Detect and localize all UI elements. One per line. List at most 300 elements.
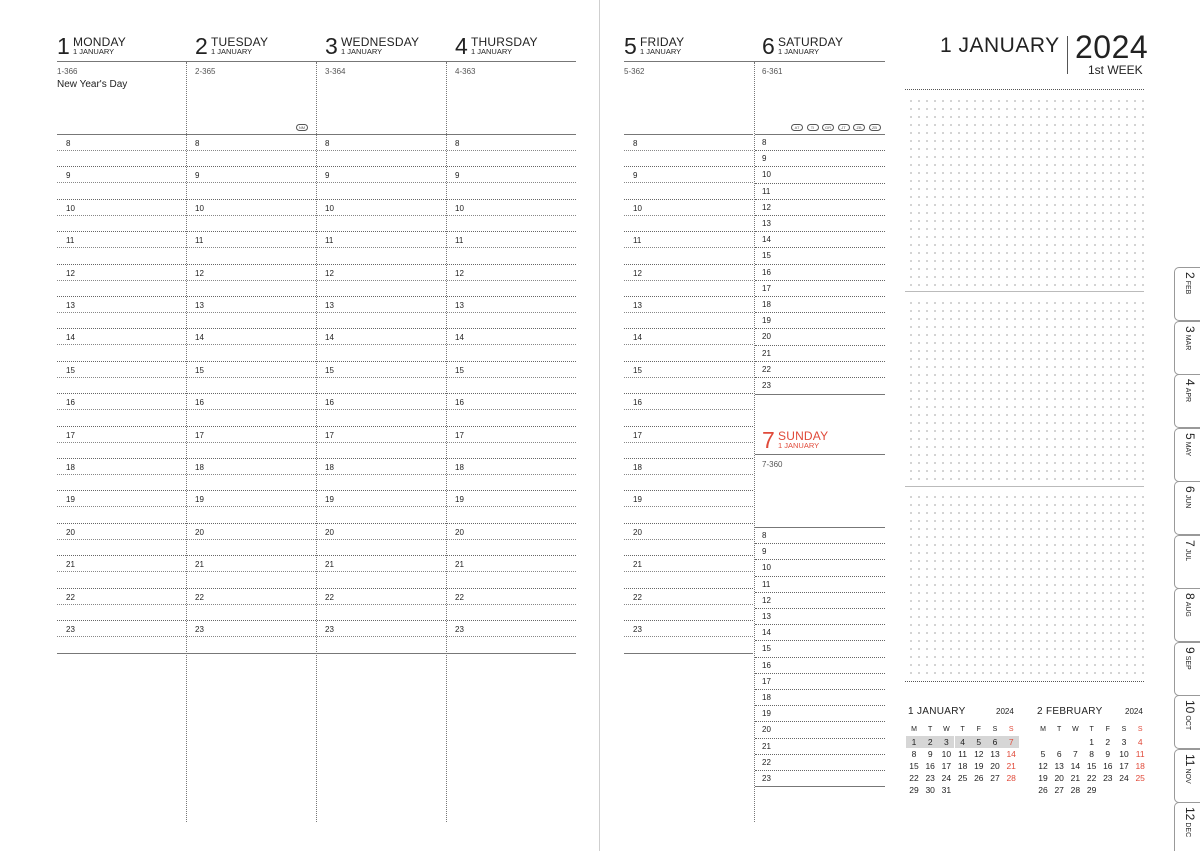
half-hour-line <box>624 312 753 313</box>
weekday-header: M <box>911 726 917 733</box>
hour-line <box>755 361 885 362</box>
hour-line <box>755 592 885 593</box>
hour-label: 13 <box>633 301 642 310</box>
hour-label: 22 <box>633 592 642 602</box>
calendar-day[interactable]: 19 <box>1038 773 1048 783</box>
calendar-day[interactable]: 12 <box>1038 761 1048 771</box>
calendar-day[interactable]: 13 <box>990 749 1000 759</box>
weekday-header: F <box>976 726 981 733</box>
hour-label: 10 <box>455 203 464 213</box>
hour-label: 18 <box>325 463 334 472</box>
hour-line <box>755 312 885 313</box>
hour-label: 8 <box>762 531 767 540</box>
calendar-day[interactable]: 26 <box>974 773 984 783</box>
calendar-day[interactable]: 18 <box>957 761 968 771</box>
hour-label: 23 <box>195 625 204 634</box>
tab-month-abbr: AUG <box>1184 601 1191 617</box>
half-hour-line <box>624 344 753 345</box>
hour-label: 10 <box>66 203 75 213</box>
weekday-header: T <box>960 726 965 733</box>
hour-line <box>57 426 576 427</box>
hour-line <box>624 393 753 394</box>
hour-label: 13 <box>66 301 75 310</box>
hour-label: 18 <box>66 463 75 472</box>
month-tab-label <box>1181 486 1197 532</box>
calendar-day[interactable]: 11 <box>1135 749 1145 759</box>
hour-label: 21 <box>455 560 464 570</box>
hour-line <box>755 328 885 329</box>
half-hour-line <box>624 539 753 540</box>
calendar-day[interactable]: 23 <box>925 773 935 783</box>
half-hour-line <box>57 506 576 507</box>
calendar-day[interactable]: 12 <box>974 749 984 759</box>
hour-line <box>57 458 576 459</box>
day-number: 5 <box>624 33 637 59</box>
calendar-day[interactable]: 18 <box>1135 761 1145 771</box>
month-tab-label <box>1181 754 1197 800</box>
hour-line <box>755 754 885 755</box>
hour-label: 17 <box>66 430 75 440</box>
hour-label: 17 <box>762 676 771 686</box>
moon-phase-icon: ZB <box>853 124 865 131</box>
half-hour-line <box>57 604 576 605</box>
hour-line <box>624 426 753 427</box>
month-label: 1 JANUARY <box>778 47 820 56</box>
hour-line <box>57 296 576 297</box>
hour-label: 20 <box>195 527 204 537</box>
hour-line <box>755 576 885 577</box>
calendar-day[interactable]: 2 <box>1105 737 1111 747</box>
day-count: 1-366 <box>57 67 78 76</box>
calendar-day[interactable]: 5 <box>971 736 987 748</box>
hour-label: 22 <box>762 364 771 374</box>
tab-month-abbr: APR <box>1184 387 1191 403</box>
hour-label: 13 <box>762 612 771 621</box>
day-header-thursday <box>455 34 575 64</box>
hour-label: 13 <box>195 301 204 310</box>
half-hour-line <box>624 636 753 637</box>
month-label: 1 JANUARY <box>640 47 682 56</box>
hour-label: 22 <box>325 592 334 602</box>
hour-label: 20 <box>455 527 464 537</box>
half-hour-line <box>57 280 576 281</box>
moon-phase-icon: JT <box>838 124 850 131</box>
hour-label: 11 <box>66 236 75 246</box>
hour-label: 8 <box>762 138 767 147</box>
day-header-saturday <box>762 34 882 64</box>
hour-label: 18 <box>195 463 204 472</box>
calendar-day[interactable]: 30 <box>925 785 935 795</box>
hour-label: 12 <box>195 268 204 278</box>
calendar-day[interactable]: 21 <box>1006 761 1016 771</box>
tab-month-number: 8 <box>1183 593 1197 600</box>
half-hour-line <box>57 312 576 313</box>
hour-label: 8 <box>66 139 71 148</box>
hour-label: 23 <box>325 625 334 634</box>
hour-line <box>624 555 753 556</box>
hour-label: 18 <box>762 300 771 309</box>
hour-label: 9 <box>195 171 200 181</box>
tab-month-number: 7 <box>1183 539 1197 547</box>
hour-line <box>755 150 885 151</box>
page-header-year: 2024 <box>1075 29 1149 65</box>
hour-line <box>57 231 576 232</box>
day-number: 7 <box>762 427 775 453</box>
calendar-day[interactable]: 4 <box>1137 737 1143 747</box>
calendar-day[interactable]: 24 <box>941 773 952 783</box>
sunday-end-rule <box>755 786 885 787</box>
hour-label: 10 <box>762 170 771 180</box>
calendar-day[interactable]: 4 <box>955 736 971 748</box>
saturday-end-rule <box>755 394 885 395</box>
notes-divider <box>905 291 1144 292</box>
calendar-day[interactable]: 7 <box>1073 749 1078 759</box>
hour-label: 13 <box>455 301 464 310</box>
hour-label: 22 <box>195 592 204 602</box>
month-tab-apr[interactable] <box>1174 374 1200 428</box>
hour-label: 17 <box>325 430 334 440</box>
hour-line <box>624 328 753 329</box>
hour-label: 23 <box>762 774 771 783</box>
hour-label: 8 <box>455 139 460 148</box>
half-hour-line <box>624 377 753 378</box>
hour-line <box>57 588 576 589</box>
weekday-header: S <box>1008 726 1014 733</box>
calendar-day[interactable]: 8 <box>1089 749 1094 759</box>
month-tab-label <box>1181 700 1197 746</box>
tab-month-number: 12 <box>1183 807 1197 821</box>
calendar-day[interactable]: 8 <box>911 749 917 759</box>
hour-line <box>57 166 576 167</box>
hour-line <box>755 183 885 184</box>
month-tab-label <box>1181 326 1197 372</box>
hour-label: 18 <box>633 463 642 472</box>
calendar-day[interactable]: 22 <box>1086 773 1097 783</box>
hour-line <box>624 166 753 167</box>
hour-label: 19 <box>325 495 334 505</box>
month-label: 1 JANUARY <box>341 47 383 56</box>
half-hour-line <box>624 280 753 281</box>
calendar-day[interactable]: 3 <box>1121 737 1127 747</box>
hour-label: 20 <box>762 725 771 735</box>
half-hour-line <box>57 409 576 410</box>
weekday-header: F <box>1105 726 1110 733</box>
hour-label: 20 <box>66 527 75 537</box>
calendar-day[interactable]: 14 <box>1006 749 1016 759</box>
calendar-day[interactable]: 22 <box>909 773 919 783</box>
calendar-day[interactable]: 25 <box>1135 773 1145 783</box>
hour-label: 19 <box>195 495 204 505</box>
calendar-day[interactable]: 17 <box>941 761 952 771</box>
calendar-day[interactable]: 6 <box>1056 749 1062 759</box>
weekday-header: T <box>928 726 933 733</box>
tab-month-number: 10 <box>1183 700 1197 714</box>
calendar-day[interactable]: 21 <box>1070 773 1081 783</box>
hour-label: 23 <box>66 625 75 634</box>
hour-label: 14 <box>633 333 642 343</box>
hour-line <box>624 231 753 232</box>
calendar-day[interactable]: 2 <box>922 736 938 748</box>
day-number: 6 <box>762 33 775 59</box>
calendar-day[interactable]: 11 <box>958 749 967 759</box>
notes-bottom-rule <box>905 681 1144 682</box>
calendar-day[interactable]: 15 <box>1086 761 1097 771</box>
tab-month-number: 6 <box>1183 486 1197 493</box>
hour-label: 9 <box>762 547 767 557</box>
calendar-day[interactable]: 13 <box>1054 761 1064 771</box>
month-tab-label <box>1181 433 1197 479</box>
calendar-day[interactable]: 31 <box>941 785 952 795</box>
calendar-day[interactable]: 27 <box>990 773 1000 783</box>
month-tab-sep[interactable] <box>1174 642 1200 696</box>
hour-label: 12 <box>66 268 75 278</box>
hour-line <box>755 721 885 722</box>
calendar-day[interactable]: 9 <box>1105 749 1111 759</box>
half-hour-line <box>57 442 576 443</box>
holiday-note: New Year's Day <box>57 79 128 90</box>
hour-label: 14 <box>455 333 464 343</box>
hour-label: 13 <box>762 219 771 228</box>
hour-line <box>57 264 576 265</box>
month-tab-jun[interactable] <box>1174 481 1200 535</box>
tab-month-number: 3 <box>1183 325 1197 333</box>
hour-line <box>755 657 885 658</box>
tab-month-abbr: OCT <box>1184 715 1191 731</box>
dot-grid-block <box>905 297 1144 487</box>
day-header-wednesday <box>325 34 445 64</box>
month-tab-mar[interactable] <box>1174 321 1200 375</box>
calendar-day[interactable]: 16 <box>925 761 935 771</box>
day-number: 1 <box>57 33 70 59</box>
day-number: 4 <box>455 33 468 59</box>
tab-month-abbr: SEP <box>1184 655 1191 670</box>
calendar-day[interactable]: 10 <box>941 749 952 759</box>
half-hour-line <box>57 636 576 637</box>
hour-label: 15 <box>762 251 771 261</box>
weekday-label: MONDAY <box>73 35 126 49</box>
calendar-day[interactable]: 28 <box>1006 773 1016 783</box>
day-count: 7-360 <box>762 460 783 469</box>
month-tab-label <box>1181 379 1197 425</box>
tab-month-abbr: DEC <box>1184 822 1191 838</box>
half-hour-line <box>624 571 753 572</box>
half-hour-line <box>624 215 753 216</box>
tab-month-abbr: NOV <box>1184 767 1191 784</box>
page-header-date: 1 JANUARY <box>940 34 1060 57</box>
hour-line <box>624 523 753 524</box>
moon-phase-icon: GR <box>822 124 834 131</box>
hour-label: 12 <box>455 268 464 278</box>
calendar-day[interactable]: 16 <box>1103 761 1113 771</box>
month-tab-dec[interactable] <box>1174 802 1200 851</box>
mini-calendar-year: 2024 <box>996 707 1014 716</box>
day-count: 4-363 <box>455 67 476 76</box>
tab-month-number: 4 <box>1183 379 1197 386</box>
hour-line <box>57 523 576 524</box>
memo-rule <box>755 134 885 135</box>
calendar-day[interactable]: 29 <box>909 785 919 795</box>
hour-line <box>755 705 885 706</box>
hour-label: 19 <box>762 709 771 719</box>
moon-phase-icon: TI <box>807 124 819 131</box>
hour-label: 21 <box>762 348 771 358</box>
hour-label: 14 <box>325 333 334 343</box>
page-header-week: 1st WEEK <box>1088 63 1143 77</box>
hour-label: 14 <box>66 333 75 343</box>
hour-line <box>755 377 885 378</box>
memo-rule <box>624 134 753 135</box>
hour-label: 9 <box>762 154 767 164</box>
month-tab-may[interactable] <box>1174 428 1200 482</box>
month-tab-oct[interactable] <box>1174 695 1200 749</box>
calendar-day[interactable]: 23 <box>1103 773 1113 783</box>
half-hour-line <box>57 182 576 183</box>
calendar-day[interactable]: 25 <box>957 773 968 783</box>
calendar-day[interactable]: 3 <box>938 736 954 748</box>
day-number: 3 <box>325 33 338 59</box>
calendar-day[interactable]: 20 <box>1054 773 1064 783</box>
month-label: 1 JANUARY <box>471 47 513 56</box>
hour-label: 21 <box>195 560 204 570</box>
calendar-day[interactable]: 24 <box>1119 773 1129 783</box>
hour-label: 18 <box>455 463 464 472</box>
moon-phase-icon: AT <box>791 124 803 131</box>
hour-label: 17 <box>633 430 642 440</box>
half-hour-line <box>57 539 576 540</box>
hour-label: 10 <box>762 563 771 573</box>
hour-label: 16 <box>195 398 204 408</box>
calendar-day[interactable]: 17 <box>1119 761 1129 771</box>
weekday-label: FRIDAY <box>640 35 685 49</box>
hour-label: 16 <box>325 398 334 408</box>
month-tab-aug[interactable] <box>1174 588 1200 642</box>
header-divider <box>1067 36 1068 74</box>
hour-label: 11 <box>633 236 642 246</box>
hour-line <box>755 199 885 200</box>
calendar-day[interactable]: 6 <box>987 736 1003 748</box>
month-tab-feb[interactable] <box>1174 267 1200 321</box>
hour-line <box>624 620 753 621</box>
hour-label: 8 <box>325 139 330 148</box>
mini-calendar-title: 2 FEBRUARY <box>1037 706 1103 717</box>
hour-label: 9 <box>66 171 71 181</box>
month-tab-label <box>1181 540 1197 586</box>
weekday-label: SATURDAY <box>778 35 844 49</box>
hour-label: 12 <box>633 268 642 278</box>
weekday-header: T <box>1089 726 1094 733</box>
day-count: 5-362 <box>624 67 645 76</box>
hour-label: 23 <box>762 381 771 390</box>
calendar-day[interactable]: 27 <box>1054 785 1064 795</box>
weekday-label: WEDNESDAY <box>341 35 420 49</box>
hour-line <box>755 166 885 167</box>
hour-label: 10 <box>633 203 642 213</box>
calendar-day[interactable]: 14 <box>1070 761 1081 771</box>
weekday-header: W <box>1072 726 1079 733</box>
month-tab-label <box>1181 807 1197 851</box>
half-hour-line <box>624 604 753 605</box>
weekday-label: TUESDAY <box>211 35 269 49</box>
calendar-day[interactable]: 5 <box>1040 749 1046 759</box>
hour-label: 22 <box>762 757 771 767</box>
calendar-day[interactable]: 28 <box>1070 785 1081 795</box>
calendar-day[interactable]: 10 <box>1119 749 1129 759</box>
calendar-day[interactable]: 7 <box>1003 736 1019 748</box>
moon-phase-icon: NM <box>296 124 308 131</box>
hour-label: 16 <box>762 660 771 670</box>
hour-label: 15 <box>195 365 204 375</box>
tab-month-abbr: MAY <box>1184 441 1191 456</box>
hour-label: 21 <box>762 741 771 751</box>
month-tab-nov[interactable] <box>1174 749 1200 803</box>
calendar-day[interactable]: 9 <box>927 749 933 759</box>
hour-label: 15 <box>325 365 334 375</box>
hour-label: 20 <box>633 527 642 537</box>
hour-label: 15 <box>66 365 75 375</box>
calendar-day[interactable]: 26 <box>1038 785 1048 795</box>
weekday-label: THURSDAY <box>471 35 538 49</box>
hour-label: 17 <box>455 430 464 440</box>
half-hour-line <box>57 474 576 475</box>
calendar-day[interactable]: 1 <box>1089 737 1094 747</box>
mini-calendar-title: 1 JANUARY <box>908 706 966 717</box>
weekday-header: T <box>1057 726 1062 733</box>
calendar-day[interactable]: 15 <box>909 761 919 771</box>
hour-label: 21 <box>633 560 642 570</box>
hour-label: 21 <box>66 560 75 570</box>
hour-line <box>755 624 885 625</box>
hour-label: 16 <box>762 267 771 277</box>
book-spine <box>599 0 600 851</box>
mini-calendar-year: 2024 <box>1125 707 1143 716</box>
hour-label: 17 <box>762 283 771 293</box>
month-label: 1 JANUARY <box>73 47 115 56</box>
half-hour-line <box>57 215 576 216</box>
hour-line <box>755 543 885 544</box>
hour-label: 13 <box>325 301 334 310</box>
tab-month-number: 2 <box>1183 272 1197 279</box>
hour-label: 15 <box>455 365 464 375</box>
hour-label: 22 <box>455 592 464 602</box>
hour-label: 18 <box>762 693 771 702</box>
calendar-day[interactable]: 20 <box>990 761 1000 771</box>
hour-line <box>57 620 576 621</box>
hour-line <box>755 689 885 690</box>
half-hour-line <box>57 571 576 572</box>
hour-label: 16 <box>455 398 464 408</box>
weekday-header: S <box>1137 726 1143 733</box>
tab-month-abbr: FEB <box>1184 280 1191 295</box>
hour-line <box>57 199 576 200</box>
hour-label: 15 <box>633 365 642 375</box>
calendar-day[interactable]: 1 <box>906 736 922 748</box>
hour-line <box>624 199 753 200</box>
half-hour-line <box>624 506 753 507</box>
hour-line <box>755 608 885 609</box>
half-hour-line <box>57 150 576 151</box>
month-tab-jul[interactable] <box>1174 535 1200 589</box>
day-header-tuesday <box>195 34 315 64</box>
notes-top-rule <box>905 89 1144 90</box>
hour-line <box>57 555 576 556</box>
hour-label: 20 <box>762 332 771 342</box>
hour-label: 20 <box>325 527 334 537</box>
hour-line <box>755 247 885 248</box>
calendar-day[interactable]: 19 <box>974 761 984 771</box>
hour-label: 11 <box>762 186 771 196</box>
day-count: 3-364 <box>325 67 346 76</box>
calendar-day[interactable]: 29 <box>1086 785 1097 795</box>
